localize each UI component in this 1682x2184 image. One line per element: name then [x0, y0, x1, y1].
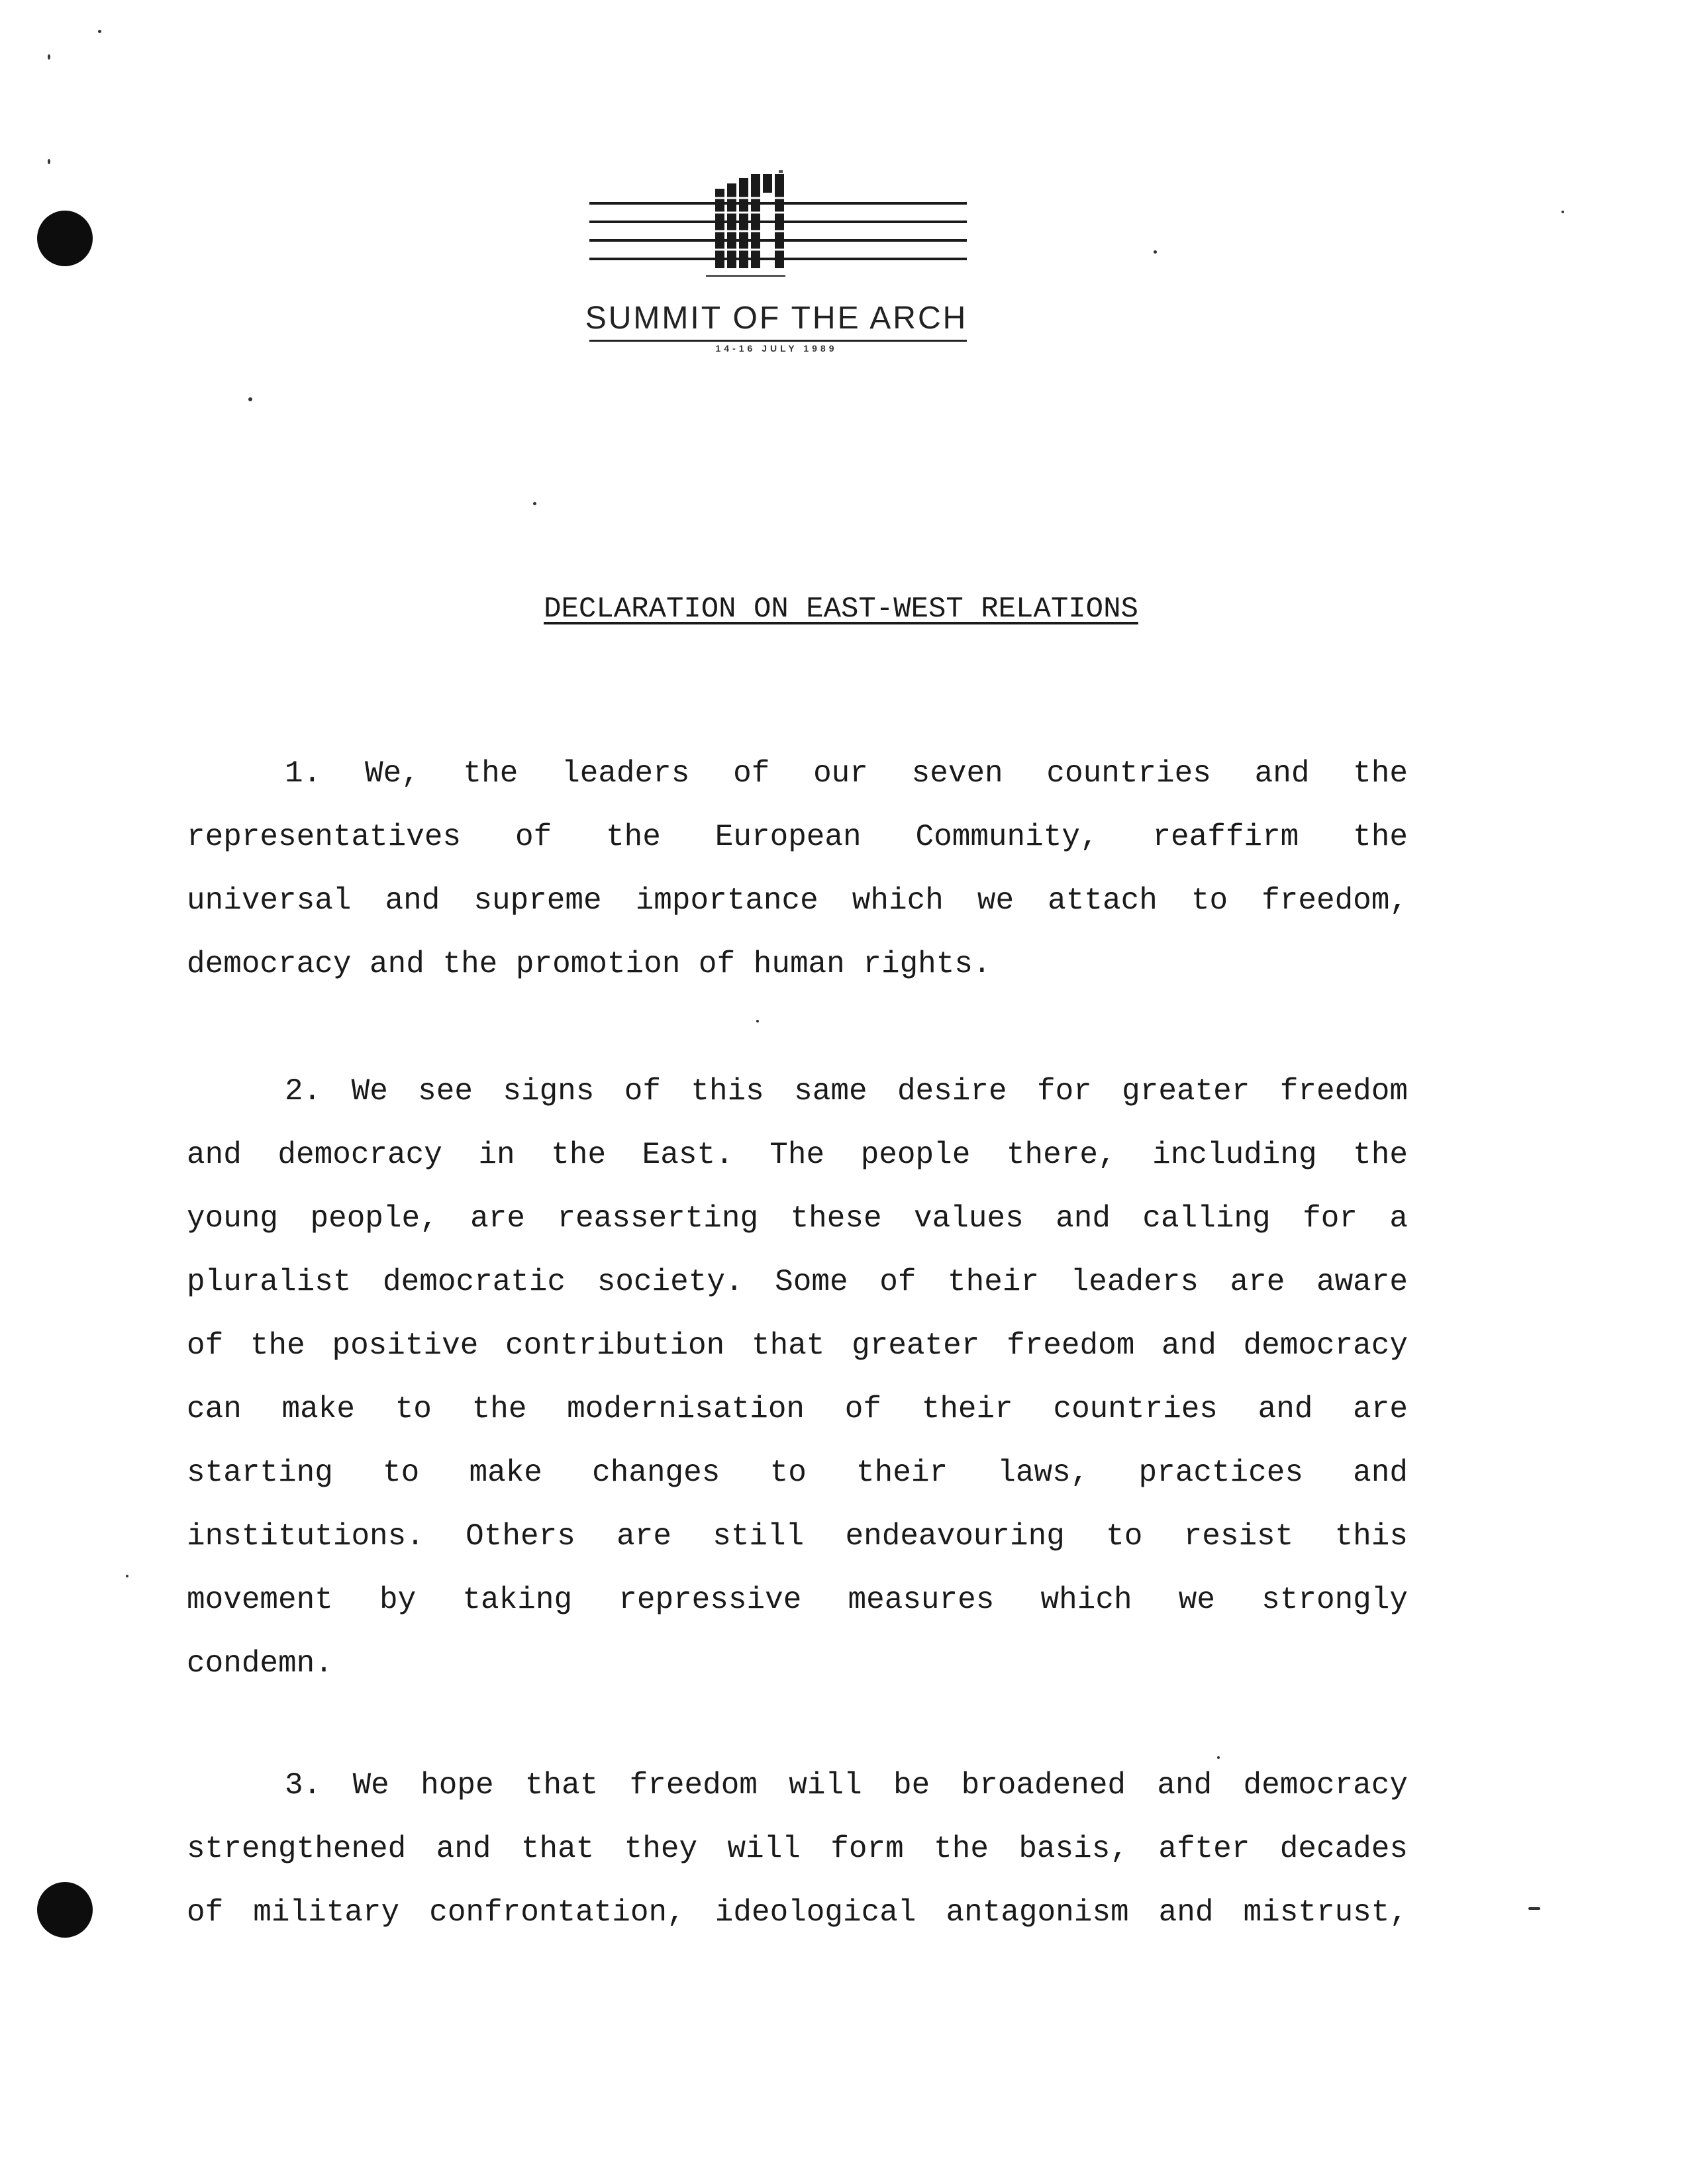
- paragraph-line: 3. We hope that freedom will be broadened and democracy: [285, 1768, 1408, 1803]
- paragraph-line: can make to the modernisation of their countries and are: [187, 1392, 1408, 1426]
- scan-speck: [126, 1575, 128, 1577]
- paragraph-line: 2. We see signs of this same desire for greater freedom: [285, 1074, 1408, 1109]
- arch-emblem-icon: [583, 169, 980, 295]
- document-heading: DECLARATION ON EAST-WEST RELATIONS: [544, 593, 1138, 626]
- scan-speck: [48, 159, 50, 164]
- logo-date: 14-16 JULY 1989: [715, 343, 838, 354]
- scan-speck: [98, 30, 101, 33]
- summit-logo: [583, 169, 980, 354]
- scan-speck: [756, 1020, 759, 1022]
- paragraph-line: representatives of the European Community, reaffirm the: [187, 820, 1408, 854]
- logo-underline: [589, 340, 967, 342]
- paragraph-line: young people, are reasserting these values and calling for a: [187, 1201, 1408, 1236]
- paragraph-2: [187, 1060, 1408, 1695]
- scan-speck: [1154, 250, 1157, 254]
- logo-title: SUMMIT OF THE ARCH: [585, 301, 968, 336]
- scan-speck: [1528, 1907, 1540, 1910]
- paragraph-3: [187, 1754, 1408, 1944]
- scan-speck: [1561, 211, 1564, 213]
- paragraph-line: universal and supreme importance which we attach to freedom,: [187, 883, 1408, 918]
- paragraph-line: 1. We, the leaders of our seven countries and the: [285, 756, 1408, 791]
- binder-hole-bottom: [37, 1882, 93, 1938]
- paragraph-line: institutions. Others are still endeavouring to resist this: [187, 1519, 1408, 1554]
- paragraph-line: starting to make changes to their laws, practices and: [187, 1456, 1408, 1490]
- scan-speck: [48, 54, 50, 60]
- scan-speck: [248, 397, 252, 401]
- paragraph-line: of the positive contribution that greater freedom and democracy: [187, 1328, 1408, 1363]
- paragraph-line: democracy and the promotion of human rights.: [187, 947, 991, 981]
- paragraph-line: pluralist democratic society. Some of their leaders are aware: [187, 1265, 1408, 1299]
- paragraph-line: and democracy in the East. The people there, including the: [187, 1138, 1408, 1172]
- binder-hole-top: [37, 211, 93, 266]
- paragraph-1: [187, 742, 1408, 996]
- scan-speck: [533, 502, 536, 505]
- paragraph-line: condemn.: [187, 1646, 333, 1681]
- paragraph-line: of military confrontation, ideological antagonism and mistrust,: [187, 1895, 1408, 1930]
- paragraph-line: strengthened and that they will form the basis, after decades: [187, 1832, 1408, 1866]
- paragraph-line: movement by taking repressive measures which we strongly: [187, 1583, 1408, 1617]
